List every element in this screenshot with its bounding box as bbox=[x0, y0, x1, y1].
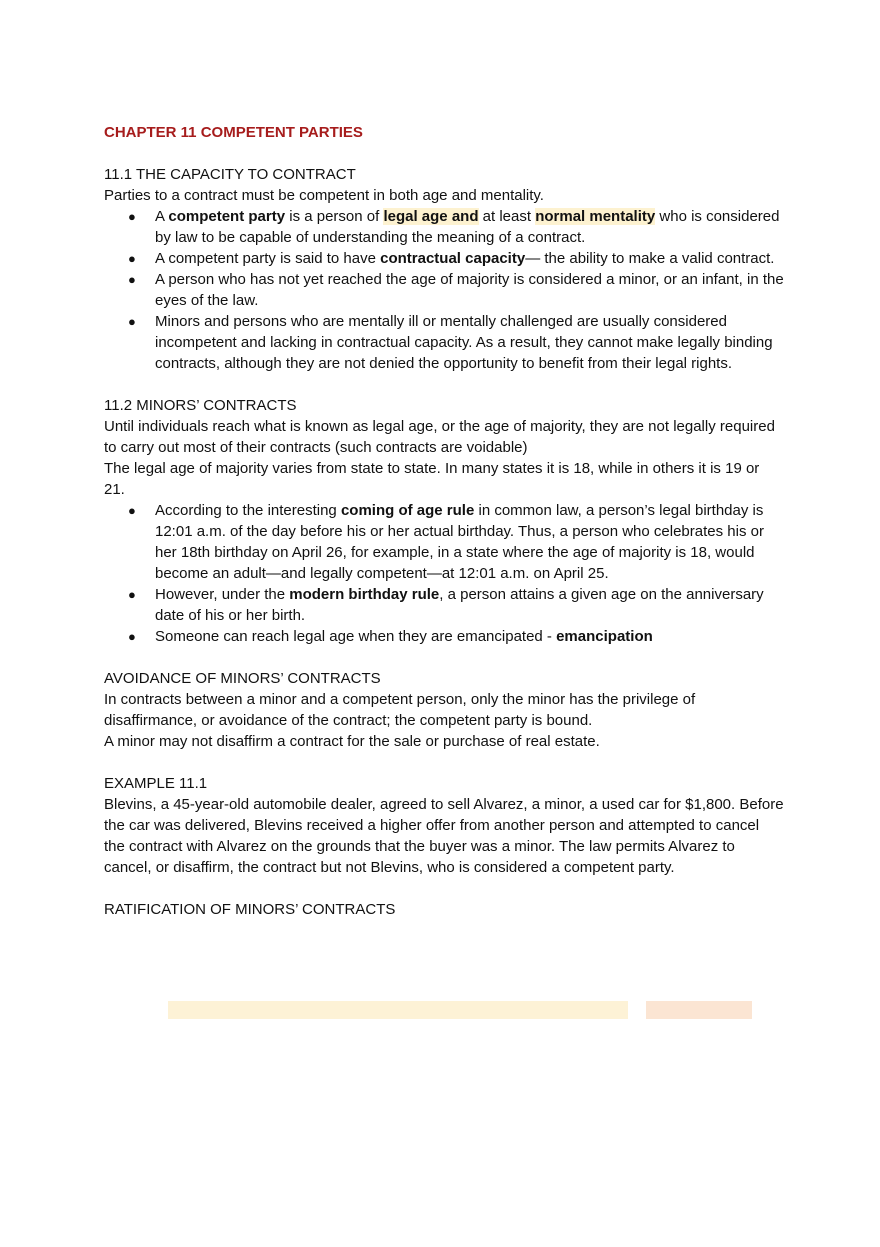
bullet-list bbox=[104, 500, 784, 647]
bullet-icon: ● bbox=[128, 251, 136, 266]
section-heading: 11.2 MINORS’ CONTRACTS bbox=[104, 397, 297, 414]
bold-term: modern birthday rule bbox=[289, 586, 440, 603]
section-heading: AVOIDANCE OF MINORS’ CONTRACTS bbox=[104, 670, 381, 687]
section-capacity bbox=[104, 164, 784, 374]
chapter-title: CHAPTER 11 COMPETENT PARTIES bbox=[104, 124, 363, 141]
text: A person who has not yet reached the age of majority is considered a minor, or an infant, in the eyes of the law. bbox=[155, 271, 784, 309]
list-item bbox=[104, 206, 784, 248]
paragraph: A minor may not disaffirm a contract for the sale or purchase of real estate. bbox=[104, 733, 600, 750]
text: , a person attains a given age on the anniversary date of his or her birth. bbox=[155, 586, 764, 624]
text: Someone can reach legal age when they are emancipated - bbox=[155, 628, 557, 645]
paragraph: Parties to a contract must be competent in both age and mentality. bbox=[104, 187, 544, 204]
bullet-icon: ● bbox=[128, 209, 136, 224]
text: — the ability to make a valid contract. bbox=[525, 250, 775, 267]
paragraph: Blevins, a 45-year-old automobile dealer, agreed to sell Alvarez, a minor, a used car for $1,800. Before the car was delivered, Blevins received a higher offer from another person and attempted to cancel the contract with Alvarez on the grounds that the buyer was a minor. The law permits Alvarez to cancel, or disaffirm, the contract but not Blevins, who is considered a competent party. bbox=[104, 796, 784, 876]
bullet-icon: ● bbox=[128, 587, 136, 602]
bold-term: coming of age rule bbox=[340, 502, 475, 519]
document-page bbox=[104, 122, 784, 920]
list-item bbox=[104, 248, 784, 269]
section-heading: EXAMPLE 11.1 bbox=[104, 775, 208, 792]
section-ratification bbox=[104, 899, 784, 920]
text: in common law, a person’s legal birthday is 12:01 a.m. of the day before his or her actual birthday. Thus, a person who celebrates his or her 18th birthday on April 26, for example, in a state where the age of majority is 18, would become an adult—and legally competent—at 12:01 a.m. on April 25. bbox=[155, 502, 764, 582]
text: A competent party is said to have bbox=[155, 250, 381, 267]
text: at least bbox=[478, 208, 536, 225]
section-heading: 11.1 THE CAPACITY TO CONTRACT bbox=[104, 166, 356, 183]
list-item bbox=[104, 311, 784, 374]
bold-term: competent party bbox=[168, 208, 286, 225]
section-heading: RATIFICATION OF MINORS’ CONTRACTS bbox=[104, 901, 396, 918]
highlight-stripe bbox=[168, 1001, 628, 1019]
list-item bbox=[104, 626, 784, 647]
text: However, under the bbox=[155, 586, 290, 603]
highlighted-term: normal mentality bbox=[535, 208, 656, 225]
list-item bbox=[104, 584, 784, 626]
paragraph: In contracts between a minor and a competent person, only the minor has the privilege of disaffirmance, or avoidance of the contract; the competent party is bound. bbox=[104, 691, 696, 729]
list-item bbox=[104, 500, 784, 584]
paragraph: Until individuals reach what is known as legal age, or the age of majority, they are not legally required to carry out most of their contracts (such contracts are voidable) bbox=[104, 418, 775, 456]
bullet-list bbox=[104, 206, 784, 374]
list-item bbox=[104, 269, 784, 311]
text: who is considered by law to be capable of understanding the meaning of a contract. bbox=[155, 208, 780, 246]
bold-term: contractual capacity bbox=[380, 250, 526, 267]
highlighted-term: legal age and bbox=[383, 208, 479, 225]
section-example bbox=[104, 773, 784, 878]
bullet-icon: ● bbox=[128, 272, 136, 287]
bullet-icon: ● bbox=[128, 629, 136, 644]
text: According to the interesting bbox=[155, 502, 341, 519]
section-minors-contracts bbox=[104, 395, 784, 647]
bold-term: emancipation bbox=[556, 628, 653, 645]
text: Minors and persons who are mentally ill or mentally challenged are usually considered incompetent and lacking in contractual capacity. As a result, they cannot make legally binding contracts, although they are not denied the opportunity to benefit from their legal rights. bbox=[155, 313, 773, 372]
bullet-icon: ● bbox=[128, 503, 136, 518]
paragraph: The legal age of majority varies from state to state. In many states it is 18, while in others it is 19 or 21. bbox=[104, 460, 760, 498]
text: A bbox=[155, 208, 169, 225]
highlight-stripe bbox=[646, 1001, 752, 1019]
text: is a person of bbox=[285, 208, 384, 225]
section-avoidance bbox=[104, 668, 784, 752]
bullet-icon: ● bbox=[128, 314, 136, 329]
